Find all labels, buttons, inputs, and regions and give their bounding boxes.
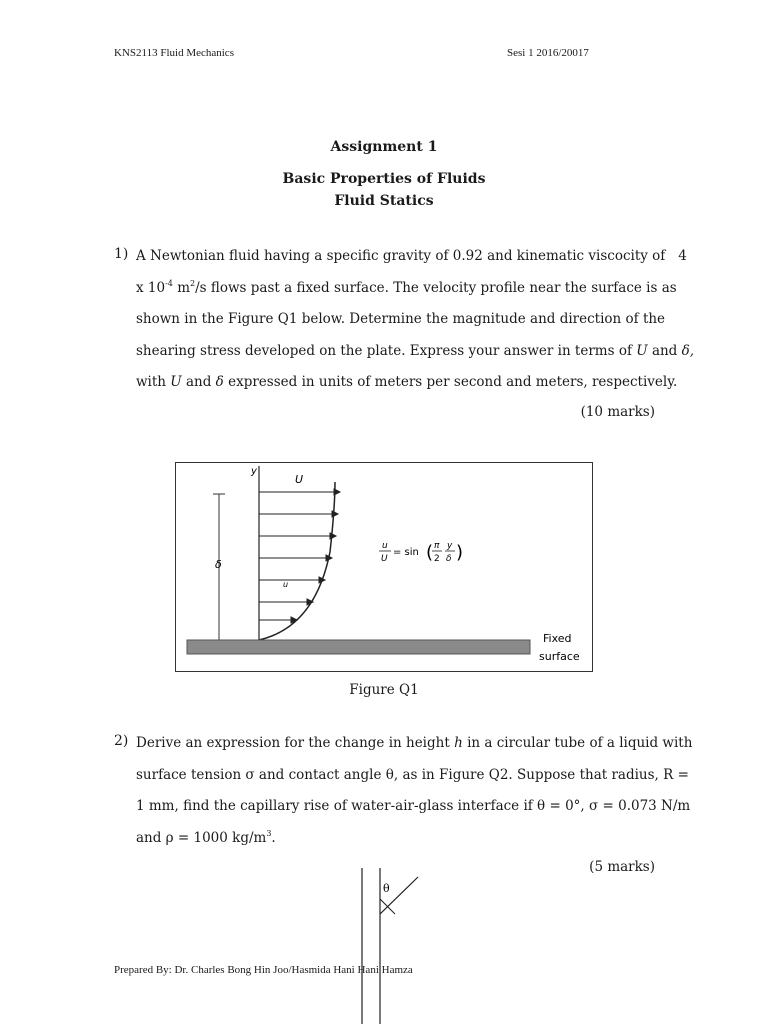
q2-line-1-b: in a circular tube of a liquid with bbox=[467, 735, 693, 751]
q1-line-2-a: x 10 bbox=[136, 279, 166, 296]
eq-sin: = sin bbox=[393, 547, 419, 558]
label-y: y bbox=[251, 466, 257, 477]
label-u: u bbox=[283, 580, 289, 589]
question-2-marks: (5 marks) bbox=[589, 859, 655, 875]
figure-q2 bbox=[355, 862, 430, 1024]
eq-y: y bbox=[447, 541, 453, 551]
q1-line-2-b: m bbox=[177, 279, 190, 296]
eq-U: U bbox=[381, 554, 388, 564]
q1-line-5 bbox=[136, 372, 678, 404]
q1-line-5-b: expressed in units of meters per second and meters, respectively. bbox=[228, 374, 678, 390]
topic-title-2: Fluid Statics bbox=[334, 193, 434, 209]
q1-line-4-U: U bbox=[636, 342, 648, 359]
footer-prepared-by: Prepared By: Dr. Charles Bong Hin Joo/Hasmida Hani Hani Hamza bbox=[114, 964, 413, 976]
figure-q1-caption: Figure Q1 bbox=[349, 682, 419, 698]
q2-line-1-a: Derive an expression for the change in height bbox=[136, 735, 450, 751]
label-fixed: Fixed bbox=[543, 632, 572, 645]
eq-paren-left: ( bbox=[426, 542, 434, 563]
q2-line-4-b: . bbox=[271, 829, 276, 846]
q1-line-1-text: A Newtonian fluid having a specific gravity of 0.92 and kinematic viscocity of bbox=[136, 248, 666, 264]
eq-paren-right: ) bbox=[456, 542, 464, 563]
q1-line-4 bbox=[136, 341, 695, 373]
q1-line-3: shown in the Figure Q1 below. Determine the magnitude and direction of the bbox=[136, 311, 666, 327]
figure-q1 bbox=[175, 462, 593, 672]
question-1-text bbox=[136, 246, 695, 404]
topic-title-1: Basic Properties of Fluids bbox=[282, 171, 486, 187]
q2-line-1-h: h bbox=[454, 735, 463, 751]
header-session: Sesi 1 2016/20017 bbox=[507, 47, 589, 59]
q1-line-2-c: /s flows past a fixed surface. The velocity profile near the surface is as bbox=[195, 279, 677, 296]
q1-line-1 bbox=[136, 246, 687, 278]
q1-line-4-and: and bbox=[651, 342, 678, 359]
question-1-marks: (10 marks) bbox=[580, 404, 655, 420]
label-theta: θ bbox=[383, 882, 390, 895]
question-2-text bbox=[136, 733, 693, 859]
q1-line-5-and: and bbox=[185, 374, 212, 390]
q2-line-4 bbox=[136, 828, 656, 860]
assignment-title: Assignment 1 bbox=[330, 139, 438, 155]
label-U: U bbox=[295, 473, 304, 486]
q2-exponent: 3 bbox=[266, 828, 272, 838]
q1-line-5-a: with bbox=[136, 374, 166, 390]
q1-line-4-delta: δ, bbox=[681, 342, 695, 359]
q1-exponent-2: 2 bbox=[190, 278, 196, 288]
q1-line-2 bbox=[136, 278, 677, 310]
eq-2: 2 bbox=[434, 554, 440, 564]
q1-line-5-U: U bbox=[170, 374, 182, 390]
label-delta: δ bbox=[215, 558, 222, 571]
q2-line-2: surface tension σ and contact angle θ, as in Figure Q2. Suppose that radius, R = bbox=[136, 766, 689, 783]
eq-pi: π bbox=[434, 541, 440, 551]
label-surface: surface bbox=[539, 650, 580, 663]
question-1-number: 1) bbox=[114, 246, 129, 262]
question-2-number: 2) bbox=[114, 733, 129, 749]
q2-line-1 bbox=[136, 733, 693, 765]
eq-delta: δ bbox=[446, 554, 452, 564]
q2-line-3: 1 mm, find the capillary rise of water-air-glass interface if θ = 0°, σ = 0.073 N/m bbox=[136, 798, 691, 814]
q2-line-4-a: and ρ = 1000 kg/m bbox=[136, 829, 267, 846]
q1-line-5-delta: δ bbox=[215, 374, 224, 390]
q1-line-1-value: 4 bbox=[678, 248, 687, 264]
fixed-surface-plate bbox=[187, 640, 530, 654]
eq-u: u bbox=[382, 541, 388, 551]
header-course: KNS2113 Fluid Mechanics bbox=[114, 47, 234, 59]
q1-exponent-1: -4 bbox=[165, 278, 173, 288]
q1-line-4-a: shearing stress developed on the plate. Express your answer in terms of bbox=[136, 342, 632, 359]
